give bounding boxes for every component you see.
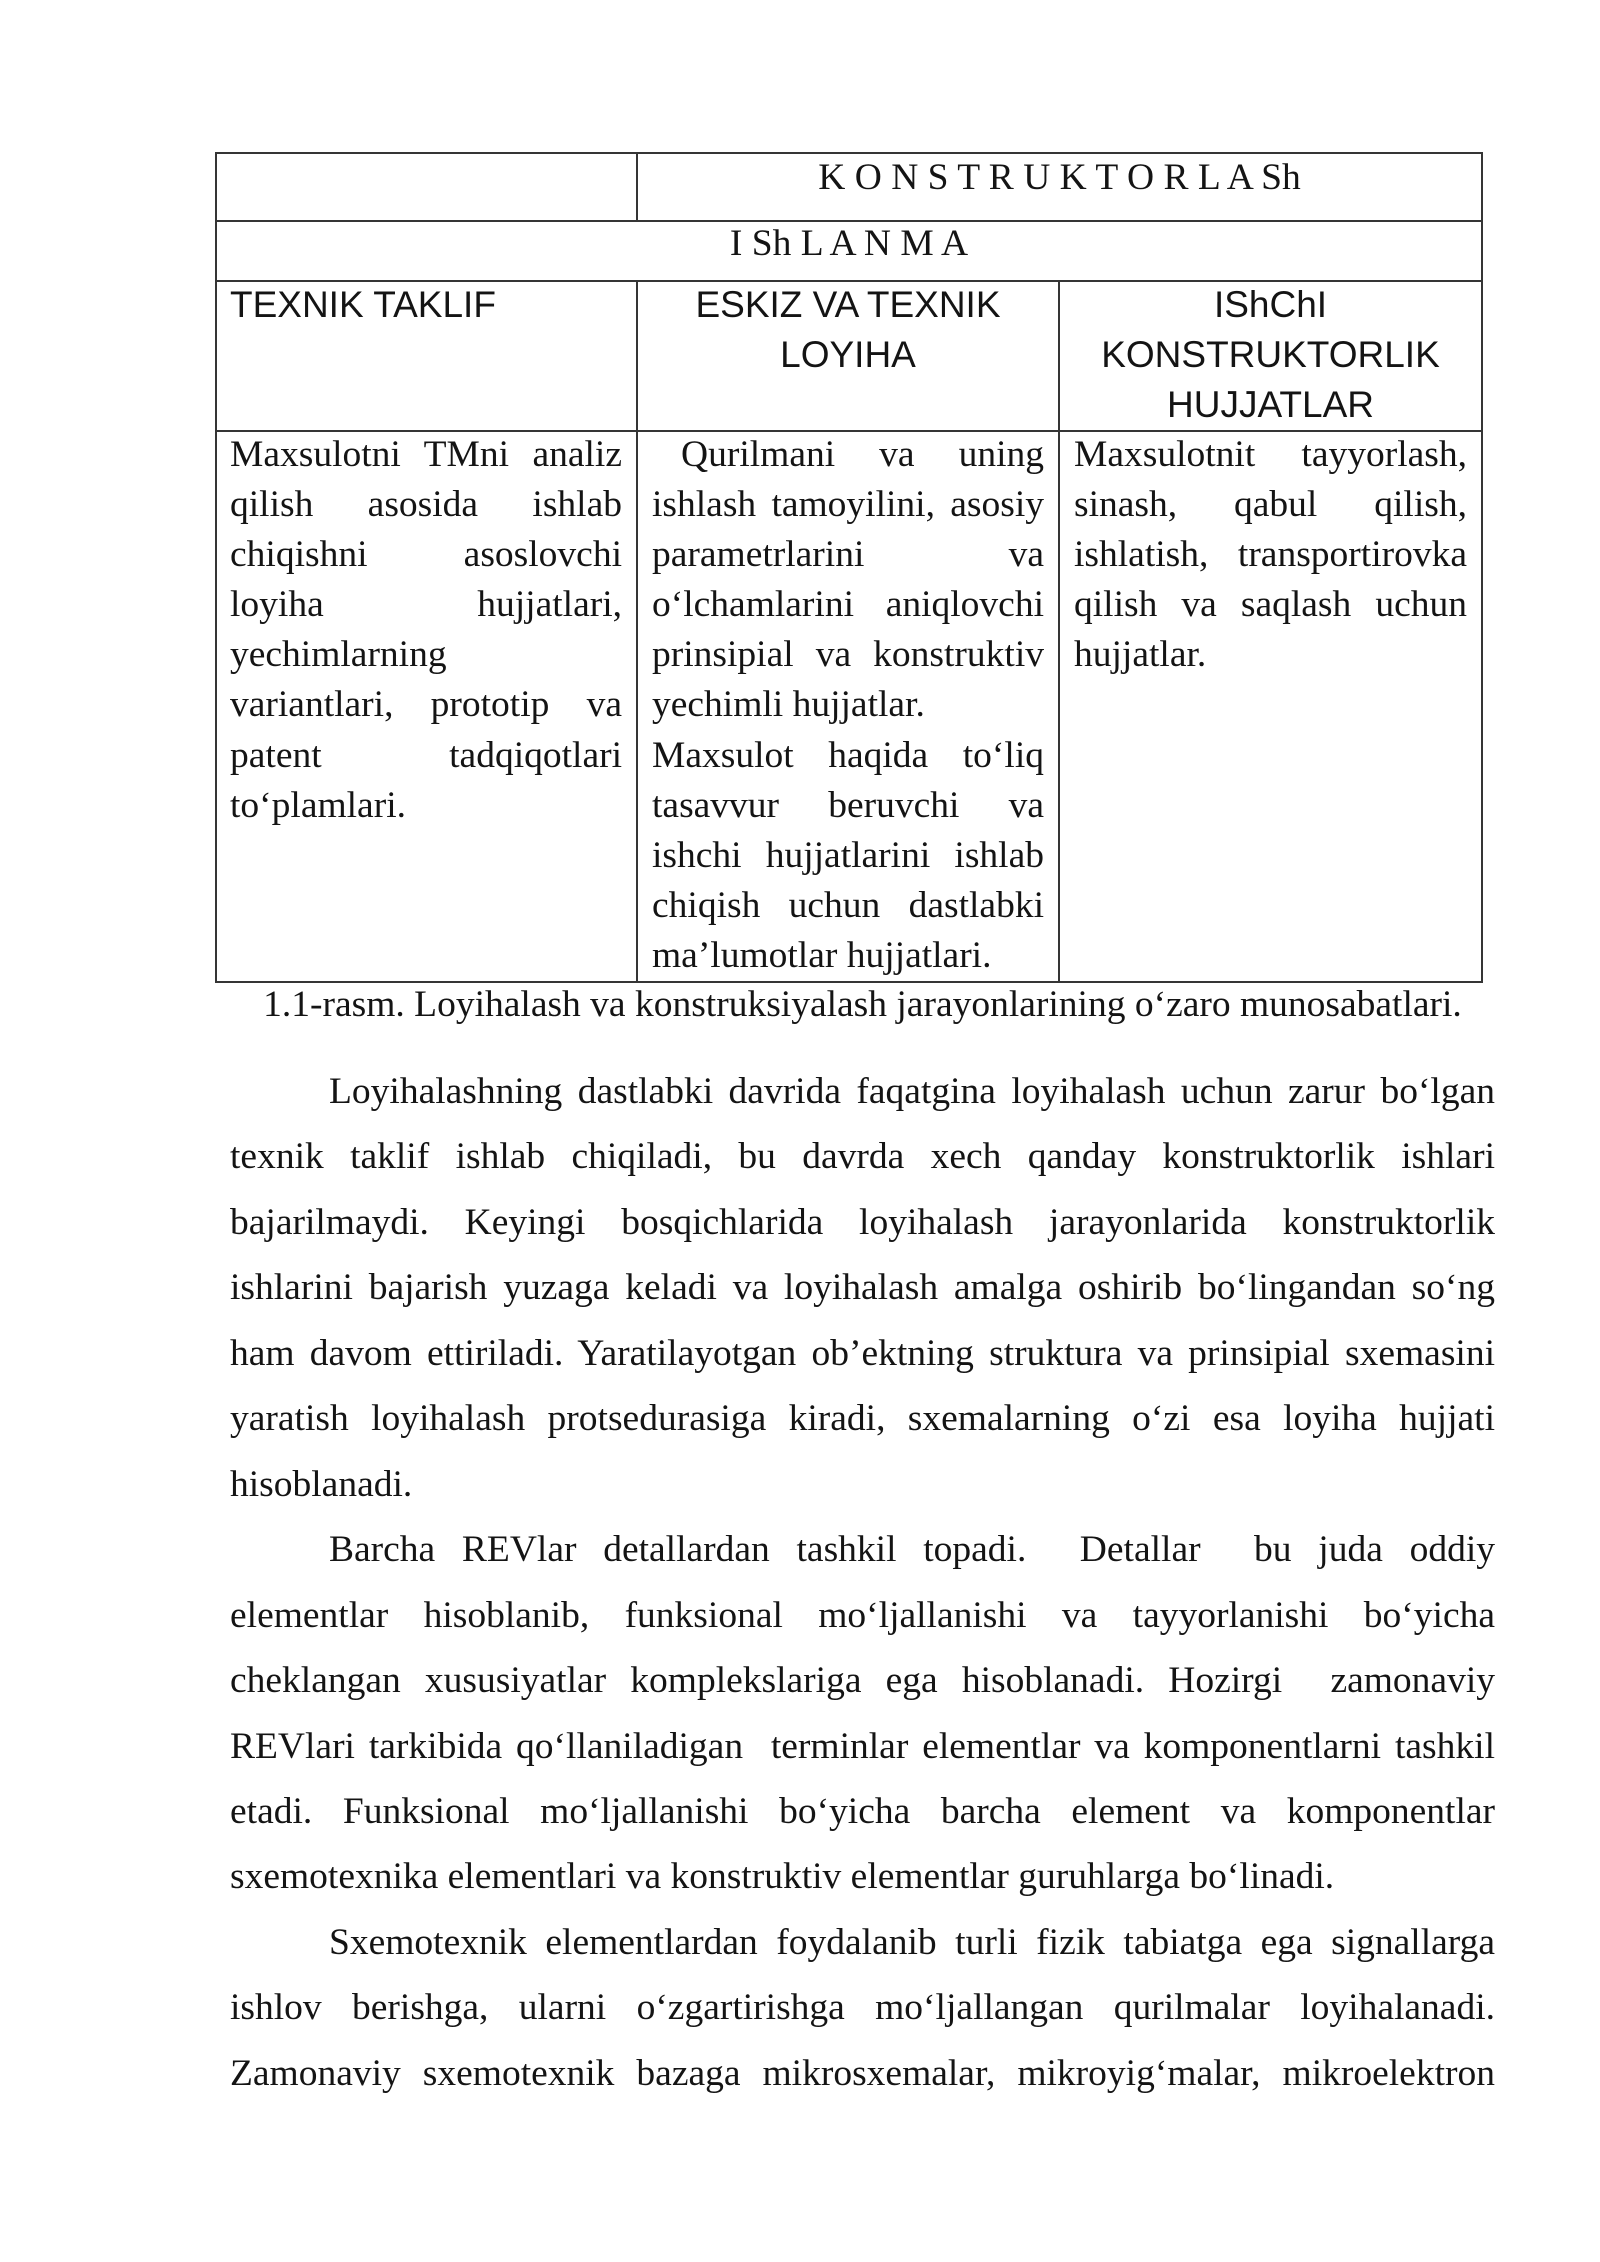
body-text — [230, 1059, 1495, 2106]
table-cell-line: hujjatlar. — [1074, 634, 1207, 676]
table-cell-line: Maxsulot haqida to‘liq — [652, 734, 1044, 776]
table-cell-line: Maxsulotni TMni analiz — [230, 434, 622, 475]
body-text-line: Loyihalashning dastlabki davrida faqatgina loyihalash uchun zarur bo‘lgan — [329, 1071, 1495, 1112]
body-text-line: ham davom ettiriladi. Yaratilayotgan ob’ektning struktura va prinsipial sxemasini — [230, 1332, 1495, 1374]
table-cell-line: tasavvur beruvchi va — [652, 784, 1044, 826]
table-cell-line: chiqishni asoslovchi — [230, 534, 622, 576]
paragraph — [230, 1517, 1495, 1910]
table-cell-line: Qurilmani va uning — [681, 434, 1044, 475]
table-cell-technical-proposal — [230, 430, 622, 831]
figure-caption: 1.1-rasm. Loyihalash va konstruksiyalash jarayonlarining o‘zaro munosabatlari. — [263, 984, 1462, 1025]
paragraph — [652, 430, 1044, 731]
column-header-line: ESKIZ VA TEXNIK — [695, 284, 1001, 325]
body-text-line: sxemotexnika elementlari va konstruktiv elementlar guruhlarga bo‘linadi. — [230, 1856, 1335, 1898]
column-header-sketch-technical-project — [637, 280, 1059, 380]
body-text-line: elementlar hisoblanib, funksional mo‘ljallanishi va tayyorlanishi bo‘yicha — [230, 1594, 1495, 1636]
table-cell-line: ishlatish, transportirovka — [1074, 534, 1467, 576]
table-cell-line: patent tadqiqotlari — [230, 734, 622, 776]
paragraph — [230, 1059, 1495, 1517]
table-border-left — [215, 152, 217, 983]
column-header-working-documents — [1059, 280, 1482, 430]
body-text-line: ishlov berishga, ularni o‘zgartirishga mo‘ljallangan qurilmalar loyihalanadi. — [230, 1987, 1495, 2029]
body-text-line: bajarilmaydi. Keyingi bosqichlarida loyihalash jarayonlarida konstruktorlik — [230, 1201, 1495, 1243]
table-row-heading: I Sh L A N M A — [729, 223, 969, 264]
table-cell-line: prinsipial va konstruktiv — [652, 634, 1044, 676]
column-header-line: IShChI — [1213, 284, 1328, 325]
table-cell-line: parametrlarini va — [652, 534, 1044, 576]
table-cell-line: ishchi hujjatlarini ishlab — [652, 834, 1044, 876]
body-text-line: cheklangan xususiyatlar komplekslariga ega hisoblanadi. Hozirgi zamonaviy — [230, 1660, 1495, 1702]
table-cell-line: yechimli hujjatlar. — [652, 684, 925, 726]
body-text-line: REVlari tarkibida qo‘llaniladigan terminlar elementlar va komponentlarni tashkil — [230, 1725, 1495, 1767]
paragraph — [652, 731, 1044, 981]
table-cell-line: ishlash tamoyilini, asosiy — [652, 484, 1044, 526]
table-cell-line: yechimlarning — [230, 634, 447, 676]
table-cell-sketch-technical-project — [652, 430, 1044, 981]
table-cell-line: qilish asosida ishlab — [230, 484, 622, 526]
column-header-technical-proposal — [230, 280, 622, 330]
table-cell-working-documents — [1074, 430, 1467, 680]
table-cell-line: Maxsulotnit tayyorlash, — [1074, 434, 1467, 475]
body-text-line: ishlarini bajarish yuzaga keladi va loyihalash amalga oshirib bo‘lingandan so‘ng — [230, 1267, 1495, 1309]
body-text-line: etadi. Funksional mo‘ljallanishi bo‘yicha barcha element va komponentlar — [230, 1790, 1495, 1832]
table-cell-line: to‘plamlari. — [230, 784, 406, 826]
table-column-divider — [636, 280, 638, 983]
table-cell-line: loyiha hujjatlari, — [230, 584, 622, 626]
paragraph — [1074, 430, 1467, 680]
body-text-line: Zamonaviy sxemotexnik bazaga mikrosxemalar, mikroyig‘malar, mikroelektron — [230, 2052, 1495, 2094]
body-text-line: yaratish loyihalash protsedurasiga kiradi, sxemalarning o‘zi esa loyiha hujjati — [230, 1398, 1495, 1440]
table-cell-line: chiqish uchun dastlabki — [652, 884, 1044, 926]
table-cell-line: variantlari, prototip va — [230, 684, 622, 726]
body-text-line: Barcha REVlar detallardan tashkil topadi. Detallar bu juda oddiy — [329, 1529, 1495, 1571]
column-header-line: HUJJATLAR — [1167, 384, 1374, 425]
paragraph — [230, 1910, 1495, 2106]
body-text-line: Sxemotexnik elementlardan foydalanib turli fizik tabiatga ega signallarga — [329, 1921, 1495, 1963]
body-text-line: texnik taklif ishlab chiqiladi, bu davrda xech qanday konstruktorlik ishlari — [230, 1136, 1495, 1178]
table-cell-line: sinash, qabul qilish, — [1074, 484, 1467, 526]
body-text-line: hisoblanadi. — [230, 1463, 413, 1505]
table-cell-line: o‘lchamlarini aniqlovchi — [652, 584, 1044, 626]
table-cell-line: qilish va saqlash uchun — [1074, 584, 1467, 626]
column-header-line: TEXNIK TAKLIF — [230, 284, 496, 325]
table-merged-heading: K O N S T R U K T O R L A Sh — [818, 157, 1301, 198]
column-header-line: LOYIHA — [780, 334, 916, 375]
table-border-right — [1481, 152, 1483, 983]
column-header-line: KONSTRUKTORLIK — [1101, 334, 1440, 375]
paragraph — [230, 430, 622, 831]
table-cell-line: ma’lumotlar hujjatlari. — [652, 934, 992, 976]
